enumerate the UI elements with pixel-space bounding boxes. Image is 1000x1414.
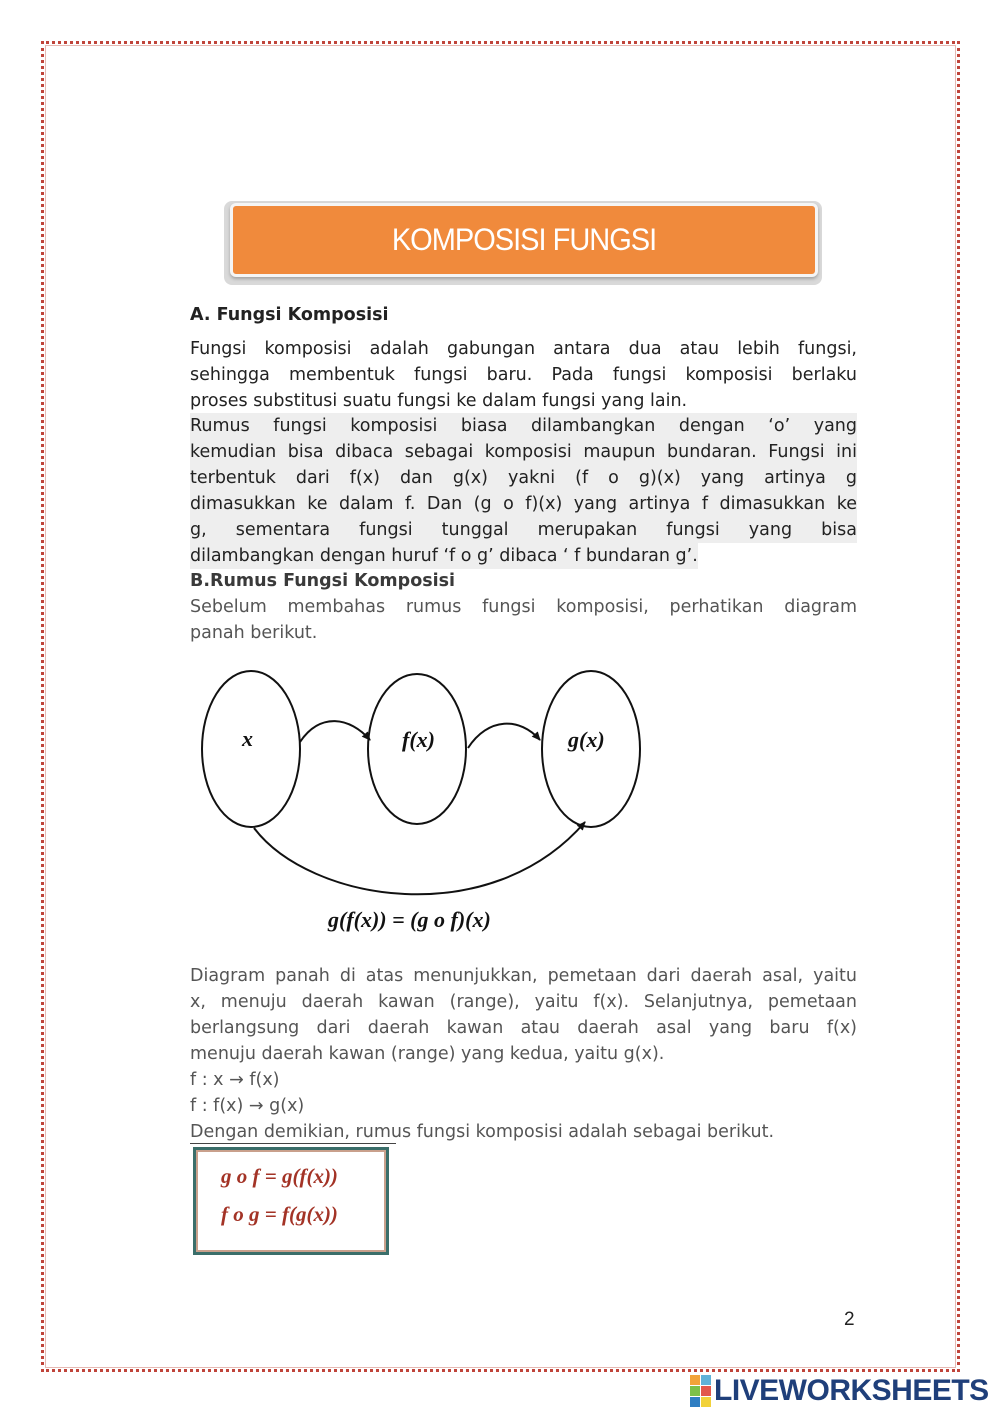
explanation-paragraph xyxy=(190,963,857,1145)
paragraph-line: dilambangkan dengan huruf ‘f o g’ dibaca ‘ f bundaran g’. xyxy=(190,543,698,569)
section-b-intro xyxy=(190,594,857,646)
paragraph-line: panah berikut. xyxy=(190,623,318,643)
page-number: 2 xyxy=(844,1309,855,1330)
paragraph-line: Sebelum membahas rumus fungsi komposisi, perhatikan diagram xyxy=(190,597,857,617)
paragraph-line: dimasukkan ke dalam f. Dan (g o f)(x) yang artinya f dimasukkan ke xyxy=(190,491,857,517)
arrow-diagram xyxy=(190,662,650,952)
formula-line-2: f o g = f(g(x)) xyxy=(221,1202,338,1226)
paragraph-line: menuju daerah kawan (range) yang kedua, yaitu g(x). xyxy=(190,1044,665,1064)
conclusion-line: Dengan demikian, rumus fungsi komposisi adalah sebagai berikut. xyxy=(190,1122,775,1142)
arrow-x-to-fx xyxy=(300,721,370,742)
liveworksheets-logo xyxy=(690,1374,989,1408)
paragraph-line: Rumus fungsi komposisi biasa dilambangkan dengan ‘o’ yang xyxy=(190,413,857,439)
paragraph-line: proses substitusi suatu fungsi ke dalam fungsi yang lain. xyxy=(190,391,688,411)
title-banner xyxy=(230,203,818,277)
diagram-caption: g(f(x)) = (g o f)(x) xyxy=(328,907,491,932)
section-b-heading: B.Rumus Fungsi Komposisi xyxy=(190,571,456,591)
paragraph-line: g, sementara fungsi tunggal merupakan fungsi yang bisa xyxy=(190,517,857,543)
paragraph-line: berlangsung dari daerah kawan atau daerah asal yang baru f(x) xyxy=(190,1018,857,1038)
formula-line-1: g o f = g(f(x)) xyxy=(221,1164,338,1188)
paragraph-line: Fungsi komposisi adalah gabungan antara dua atau lebih fungsi, xyxy=(190,339,857,359)
node-gx-label: g(x) xyxy=(568,727,605,752)
paragraph-line: kemudian bisa dibaca sebagai komposisi maupun bundaran. Fungsi ini xyxy=(190,439,857,465)
section-a-paragraph-1 xyxy=(190,336,857,414)
section-a-heading: A. Fungsi Komposisi xyxy=(190,305,389,325)
mapping-line-2: f : f(x) → g(x) xyxy=(190,1096,305,1116)
section-a-paragraph-2 xyxy=(190,413,857,569)
paragraph-line: terbentuk dari f(x) dan g(x) yakni (f o g)(x) yang artinya g xyxy=(190,465,857,491)
formula-box xyxy=(193,1147,389,1255)
arrow-x-to-gx xyxy=(254,822,585,894)
divider xyxy=(190,1143,396,1144)
logo-icon xyxy=(690,1375,711,1407)
node-fx-label: f(x) xyxy=(402,727,435,752)
page-title: KOMPOSISI FUNGSI xyxy=(391,221,657,258)
logo-text: LIVEWORKSHEETS xyxy=(714,1374,989,1407)
arrow-fx-to-gx xyxy=(468,724,540,748)
paragraph-line: sehingga membentuk fungsi baru. Pada fungsi komposisi berlaku xyxy=(190,365,857,385)
paragraph-line: Diagram panah di atas menunjukkan, pemetaan dari daerah asal, yaitu xyxy=(190,966,857,986)
paragraph-line: x, menuju daerah kawan (range), yaitu f(x). Selanjutnya, pemetaan xyxy=(190,992,857,1012)
mapping-line-1: f : x → f(x) xyxy=(190,1070,280,1090)
node-x-label: x xyxy=(242,726,253,751)
